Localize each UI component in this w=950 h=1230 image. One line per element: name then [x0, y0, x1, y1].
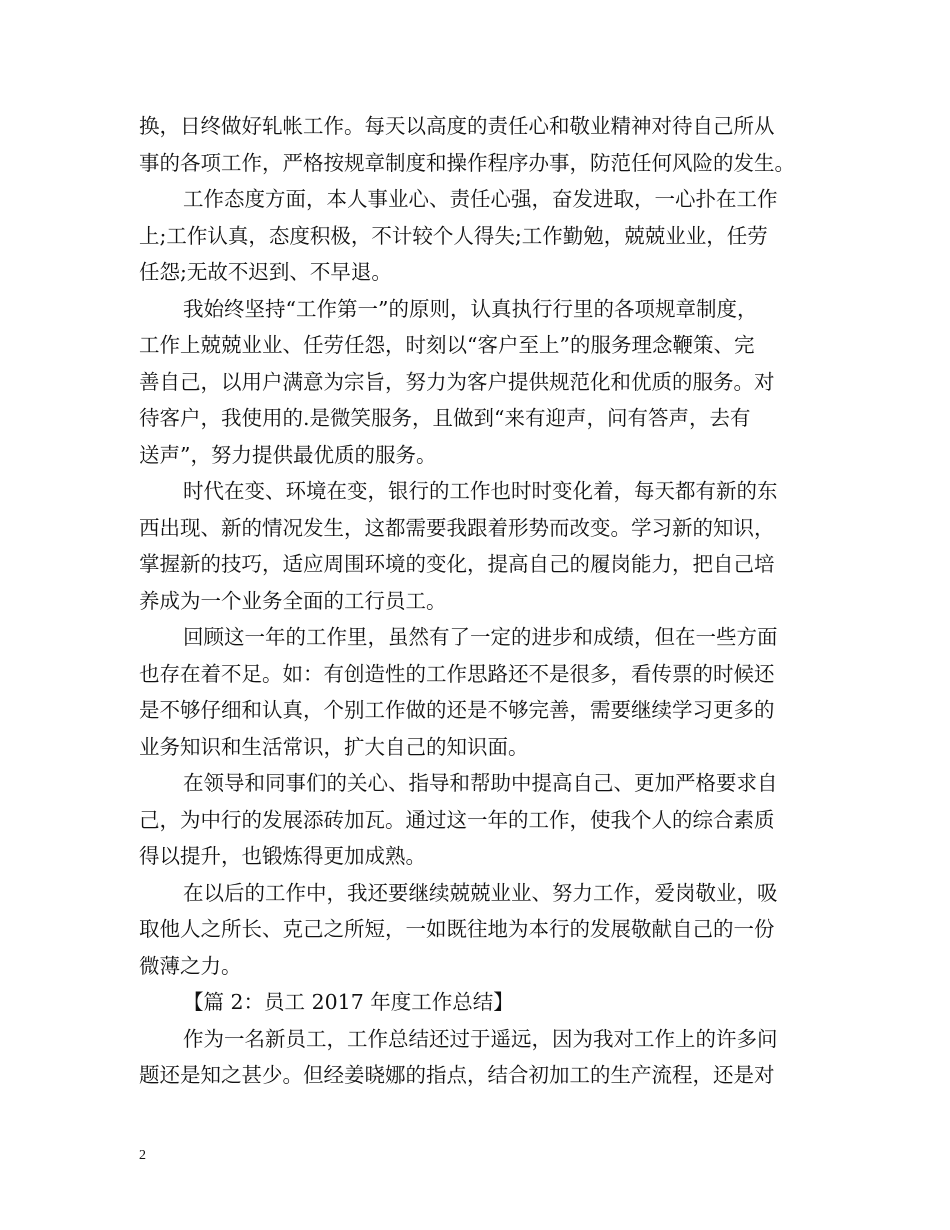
text-line: 己，为中行的发展添砖加瓦。通过这一年的工作，使我个人的综合素质 [139, 807, 775, 832]
text-line: 事的各项工作，严格按规章制度和操作程序办事，防范任何风险的发生。 [139, 150, 795, 175]
document-body [139, 108, 829, 1094]
text-line: 养成为一个业务全面的工行员工。 [139, 588, 447, 613]
text-line: 题还是知之甚少。但经姜晓娜的指点，结合初加工的生产流程，还是对 [139, 1063, 775, 1087]
text-line: 换，日终做好轧帐工作。每天以高度的责任心和敬业精神对待自己所从 [139, 114, 775, 138]
text-line: 掌握新的技巧，适应周围环境的变化，提高自己的履岗能力，把自己培 [139, 552, 775, 576]
text-line: 任怨;无故不迟到、不早退。 [139, 260, 392, 284]
text-line: 也存在着不足。如：有创造性的工作思路还不是很多，看传票的时候还 [139, 661, 775, 686]
text-line: 得以提升，也锻炼得更加成熟。 [139, 844, 426, 868]
text-line: 善自己，以用户满意为宗旨，努力为客户提供规范化和优质的服务。对 [139, 369, 775, 394]
page-number: 2 [139, 1148, 146, 1163]
text-line: 在领导和同事们的关心、指导和帮助中提高自己、更加严格要求自 [183, 771, 778, 795]
text-line: 工作态度方面，本人事业心、责任心强，奋发进取，一心扑在工作 [183, 187, 778, 211]
text-line: 取他人之所长、克己之所短，一如既往地为本行的发展敬献自己的一份 [139, 917, 775, 941]
text-line: 业务知识和生活常识，扩大自己的知识面。 [139, 734, 529, 759]
text-line: 上;工作认真，态度积极，不计较个人得失;工作勤勉，兢兢业业，任劳 [139, 223, 768, 248]
text-line: 送声”，努力提供最优质的服务。 [139, 442, 437, 467]
text-line: 是不够仔细和认真，个别工作做的还是不够完善，需要继续学习更多的 [139, 698, 775, 722]
text-line: 待客户，我使用的.是微笑服务，且做到“来有迎声，问有答声，去有 [139, 406, 751, 430]
text-line: 我始终坚持“工作第一”的原则，认真执行行里的各项规章制度， [183, 296, 758, 321]
text-line: 在以后的工作中，我还要继续兢兢业业、努力工作，爱岗敬业，吸 [183, 880, 778, 905]
text-line: 【篇 2：员工 2017 年度工作总结】 [183, 990, 514, 1014]
text-line: 时代在变、环境在变，银行的工作也时时变化着，每天都有新的东 [183, 479, 778, 503]
text-line: 工作上兢兢业业、任劳任怨，时刻以“客户至上”的服务理念鞭策、完 [139, 333, 755, 357]
text-line: 回顾这一年的工作里，虽然有了一定的进步和成绩，但在一些方面 [183, 625, 778, 649]
text-line: 西出现、新的情况发生，这都需要我跟着形势而改变。学习新的知识， [139, 515, 775, 540]
text-line: 微薄之力。 [139, 953, 242, 978]
text-line: 作为一名新员工，工作总结还过于遥远，因为我对工作上的许多问 [183, 1026, 778, 1051]
